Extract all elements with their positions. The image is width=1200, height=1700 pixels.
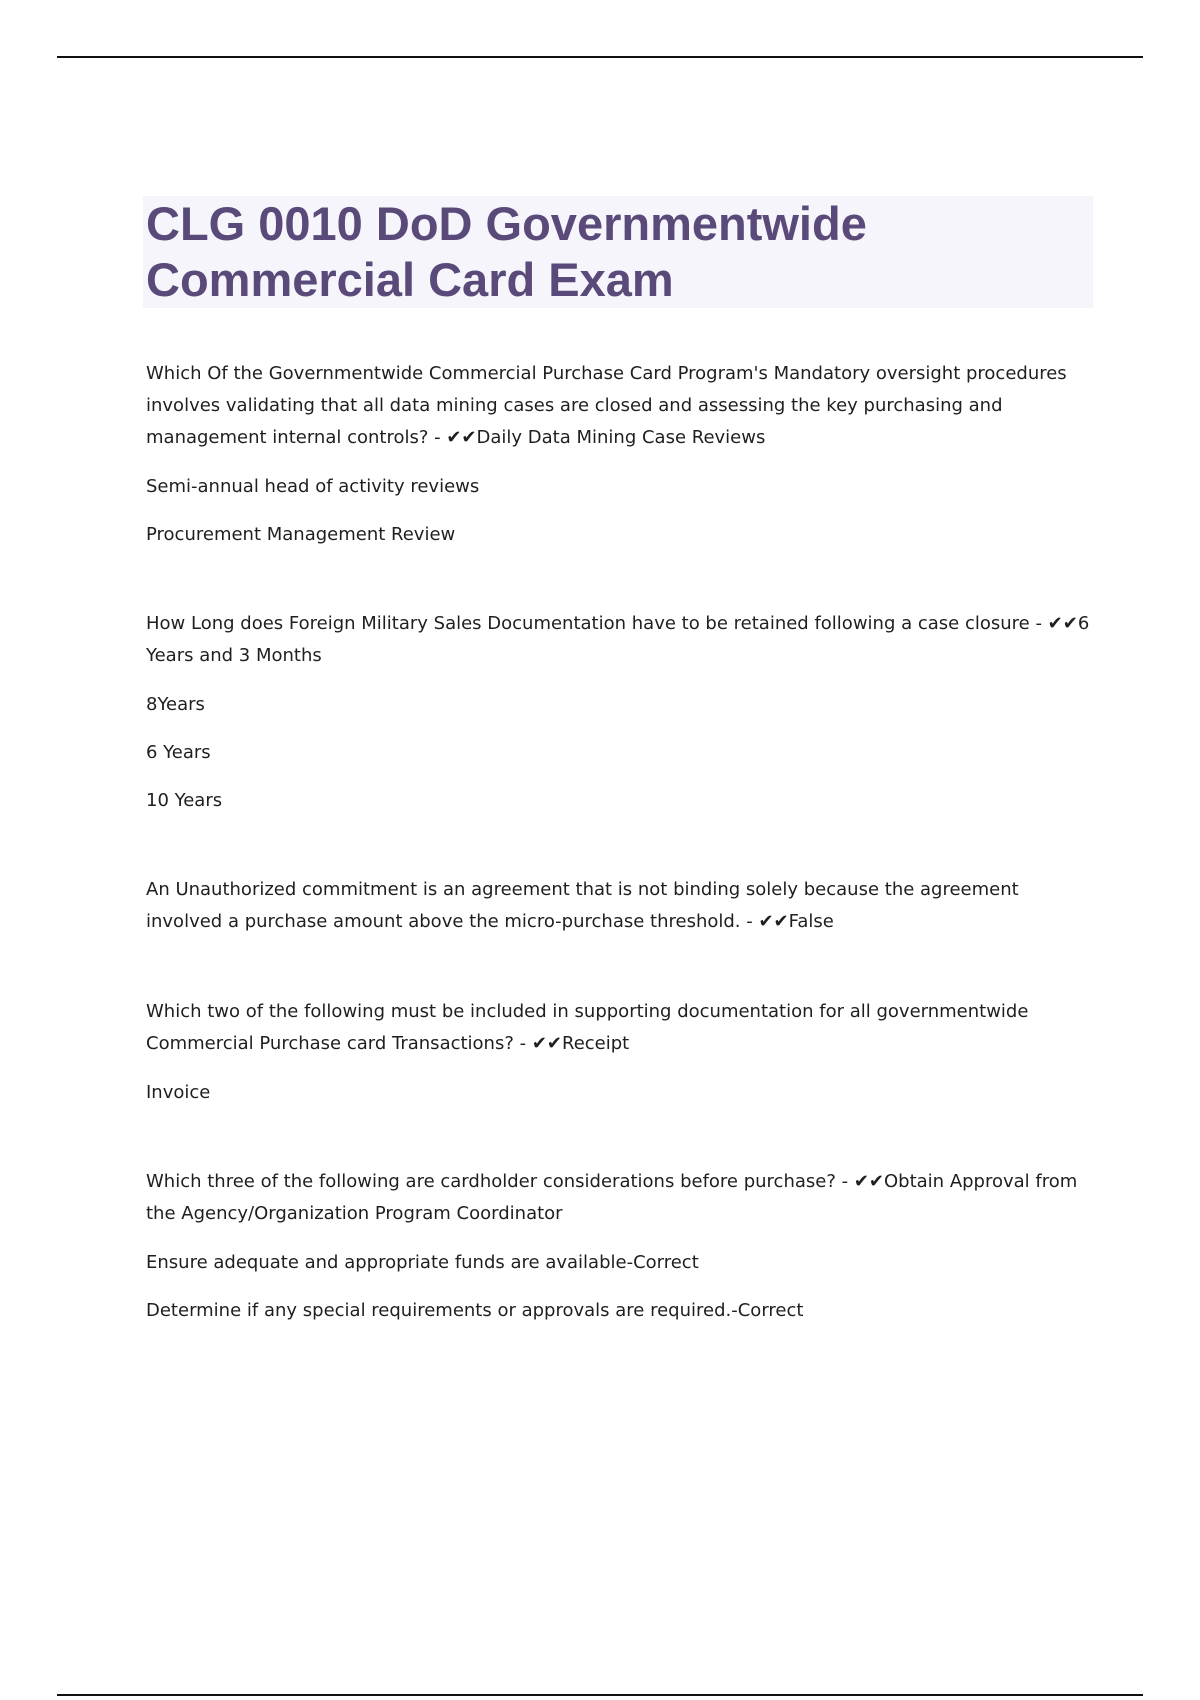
question-text: An Unauthorized commitment is an agreement that is not binding solely because the agreement involved a purchase amount above the micro-purchase threshold. - ✔✔False xyxy=(146,879,1019,932)
qa-block-1 xyxy=(146,358,1096,550)
answer-option: 10 Years xyxy=(146,790,223,811)
qa-block-4 xyxy=(146,996,1096,1108)
answer-option: Semi-annual head of activity reviews xyxy=(146,476,480,497)
qa-block-2 xyxy=(146,608,1096,816)
answer-option: Ensure adequate and appropriate funds are available-Correct xyxy=(146,1252,699,1273)
question-text: Which two of the following must be included in supporting documentation for all governmentwide Commercial Purchase card Transactions? - ✔✔Receipt xyxy=(146,1001,1029,1054)
answer-option: Procurement Management Review xyxy=(146,524,456,545)
question-text: Which three of the following are cardholder considerations before purchase? - ✔✔Obtain Approval from the Agency/Organization Program Coordinator xyxy=(146,1171,1078,1224)
question-text: How Long does Foreign Military Sales Documentation have to be retained following a case closure - ✔✔6 Years and 3 Months xyxy=(146,613,1090,666)
bottom-rule xyxy=(57,1694,1143,1696)
qa-block-5 xyxy=(146,1166,1096,1326)
answer-option: 8Years xyxy=(146,694,205,715)
answer-option: Invoice xyxy=(146,1082,211,1103)
document-body xyxy=(146,358,1096,1326)
answer-option: Determine if any special requirements or approvals are required.-Correct xyxy=(146,1300,804,1321)
top-rule xyxy=(57,56,1143,58)
question-text: Which Of the Governmentwide Commercial Purchase Card Program's Mandatory oversight procedures involves validating that all data mining cases are closed and assessing the key purchasing and management internal controls? - ✔✔Daily Data Mining Case Reviews xyxy=(146,363,1067,448)
qa-block-3 xyxy=(146,874,1096,938)
answer-option: 6 Years xyxy=(146,742,211,763)
document-title: CLG 0010 DoD Governmentwide Commercial Card Exam xyxy=(146,197,867,306)
